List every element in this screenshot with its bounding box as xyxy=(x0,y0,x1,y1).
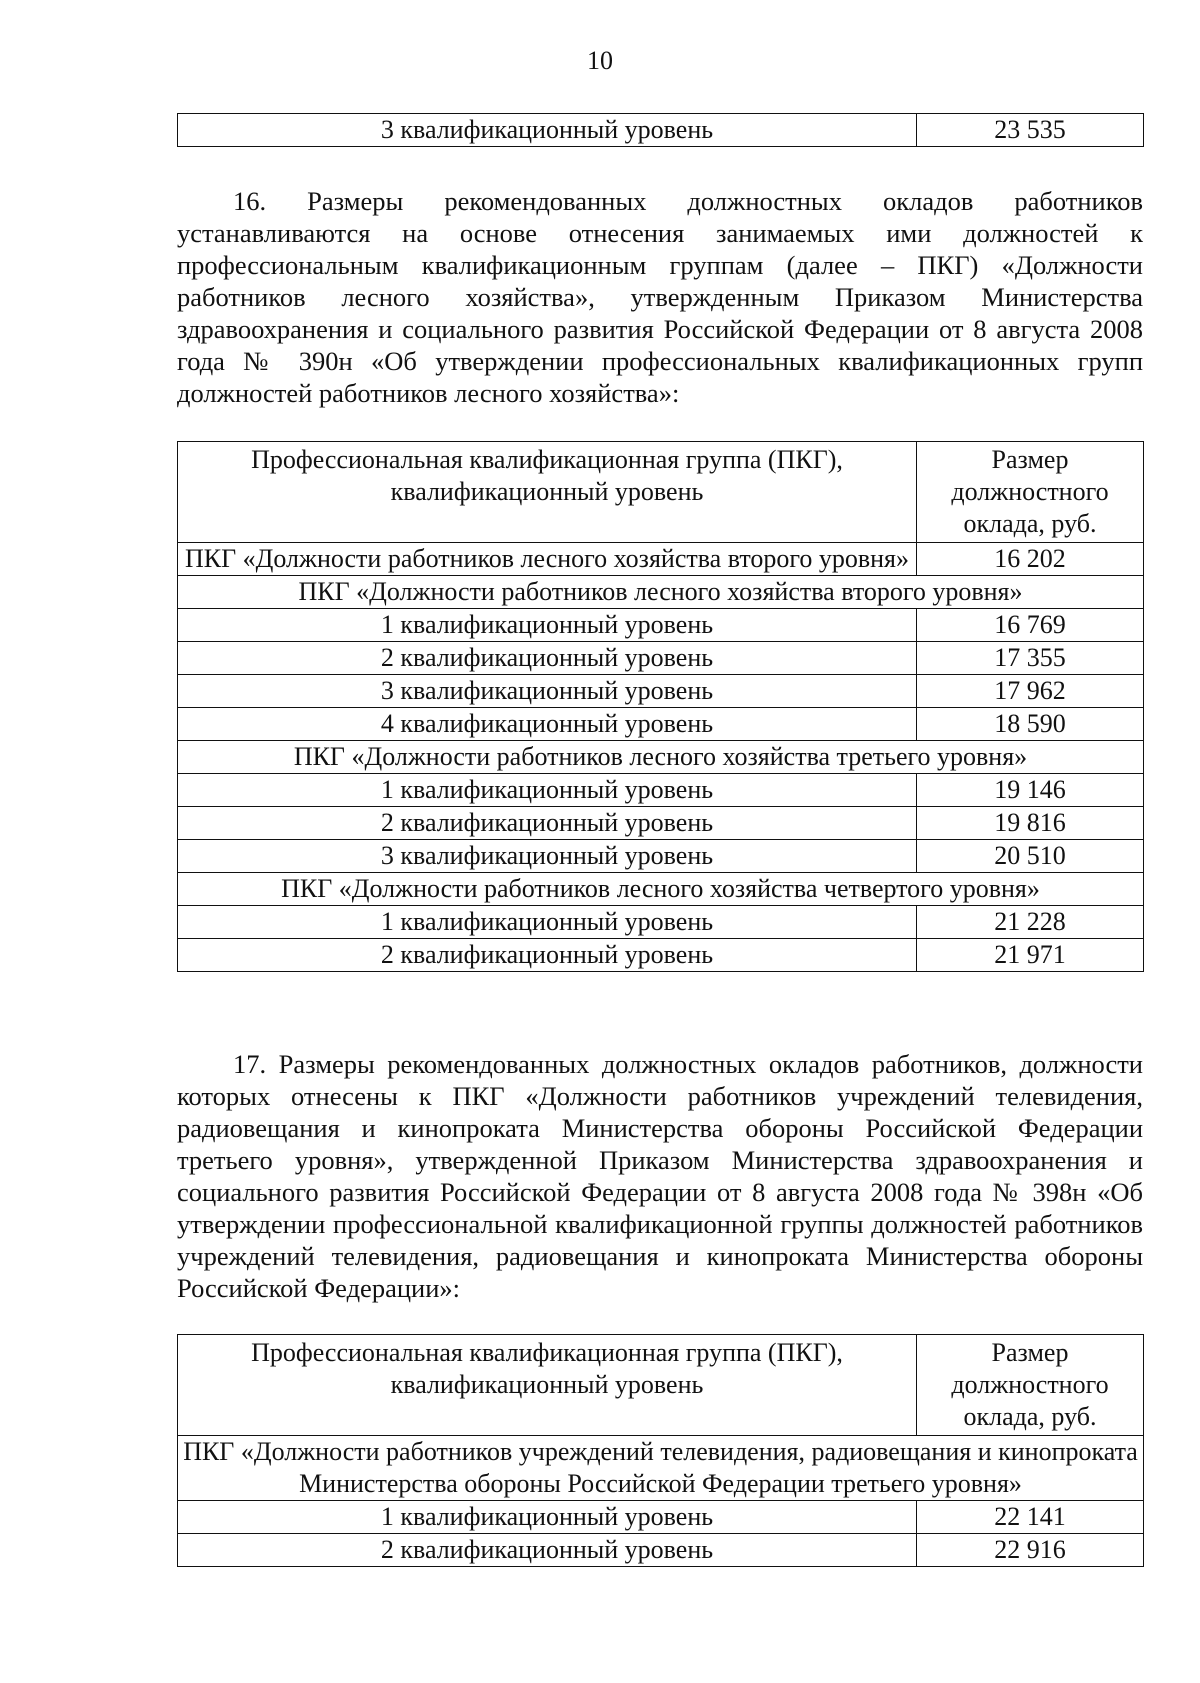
group-cell: ПКГ «Должности работников лесного хозяйства второго уровня» xyxy=(178,543,917,576)
header-group-cell: Профессиональная квалификационная группа (ПКГ), квалификационный уровень xyxy=(178,442,917,543)
salary-cell: 19 146 xyxy=(917,774,1144,807)
salary-cell: 19 816 xyxy=(917,807,1144,840)
salary-cell: 18 590 xyxy=(917,708,1144,741)
table-header-row xyxy=(178,442,1144,543)
table-row xyxy=(178,807,1144,840)
table-row xyxy=(178,1501,1144,1534)
salary-cell: 16 202 xyxy=(917,543,1144,576)
group-heading-cell: ПКГ «Должности работников лесного хозяйства третьего уровня» xyxy=(178,741,1144,774)
header-group-cell: Профессиональная квалификационная группа (ПКГ), квалификационный уровень xyxy=(178,1335,917,1436)
level-cell: 2 квалификационный уровень xyxy=(178,807,917,840)
group-heading-row xyxy=(178,1436,1144,1501)
header-salary-cell: Размер должностного оклада, руб. xyxy=(917,442,1144,543)
level-cell: 1 квалификационный уровень xyxy=(178,609,917,642)
level-cell: 3 квалификационный уровень xyxy=(178,114,917,147)
level-cell: 3 квалификационный уровень xyxy=(178,840,917,873)
group-heading-cell: ПКГ «Должности работников лесного хозяйства четвертого уровня» xyxy=(178,873,1144,906)
table-row xyxy=(178,675,1144,708)
paragraph-16: 16. Размеры рекомендованных должностных окладов работников устанавливаются на основе отнесения занимаемых ими должностей к профессиональным квалификационным группам (далее – ПКГ) «Должности работников лесного хозяйства», утвержденным Приказом Министерства здравоохранения и социального развития Российской Федерации от 8 августа 2008 года № 390н «Об утверждении профессиональных квалификационных групп должностей работников лесного хозяйства»: xyxy=(177,186,1143,408)
salary-cell: 23 535 xyxy=(917,114,1144,147)
salary-cell: 17 962 xyxy=(917,675,1144,708)
salary-cell: 16 769 xyxy=(917,609,1144,642)
forestry-salary-table xyxy=(177,441,1144,972)
table-row xyxy=(178,939,1144,972)
table-row xyxy=(178,840,1144,873)
salary-cell: 17 355 xyxy=(917,642,1144,675)
level-cell: 2 квалификационный уровень xyxy=(178,1534,917,1567)
table-row xyxy=(178,1534,1144,1567)
salary-cell: 22 916 xyxy=(917,1534,1144,1567)
group-heading-row xyxy=(178,741,1144,774)
level-cell: 2 квалификационный уровень xyxy=(178,939,917,972)
level-cell: 3 квалификационный уровень xyxy=(178,675,917,708)
level-cell: 1 квалификационный уровень xyxy=(178,1501,917,1534)
level-cell: 1 квалификационный уровень xyxy=(178,774,917,807)
page-number: 10 xyxy=(587,46,613,75)
defense-media-salary-table xyxy=(177,1334,1144,1567)
salary-cell: 22 141 xyxy=(917,1501,1144,1534)
level-cell: 4 квалификационный уровень xyxy=(178,708,917,741)
table-row xyxy=(178,543,1144,576)
level-cell: 1 квалификационный уровень xyxy=(178,906,917,939)
table-row xyxy=(178,774,1144,807)
salary-cell: 20 510 xyxy=(917,840,1144,873)
paragraph-17: 17. Размеры рекомендованных должностных окладов работников, должности которых отнесены к ПКГ «Должности работников учреждений телевидения, радиовещания и кинопроката Министерства обороны Российской Федерации третьего уровня», утвержденной Приказом Министерства здравоохранения и социального развития Российской Федерации от 8 августа 2008 года № 398н «Об утверждении профессиональной квалификационной группы должностей работников учреждений телевидения, радиовещания и кинопроката Министерства обороны Российской Федерации»: xyxy=(177,1049,1143,1303)
salary-cell: 21 228 xyxy=(917,906,1144,939)
group-heading-row xyxy=(178,576,1144,609)
table-row xyxy=(178,708,1144,741)
level-cell: 2 квалификационный уровень xyxy=(178,642,917,675)
top-table xyxy=(177,113,1144,147)
table-row xyxy=(178,609,1144,642)
table-header-row xyxy=(178,1335,1144,1436)
header-salary-cell: Размер должностного оклада, руб. xyxy=(917,1335,1144,1436)
group-heading-cell: ПКГ «Должности работников лесного хозяйства второго уровня» xyxy=(178,576,1144,609)
salary-cell: 21 971 xyxy=(917,939,1144,972)
group-heading-cell: ПКГ «Должности работников учреждений телевидения, радиовещания и кинопроката Министерства обороны Российской Федерации третьего уровня» xyxy=(178,1436,1144,1501)
table-row xyxy=(178,906,1144,939)
group-heading-row xyxy=(178,873,1144,906)
table-row xyxy=(178,642,1144,675)
table-row xyxy=(178,114,1144,147)
